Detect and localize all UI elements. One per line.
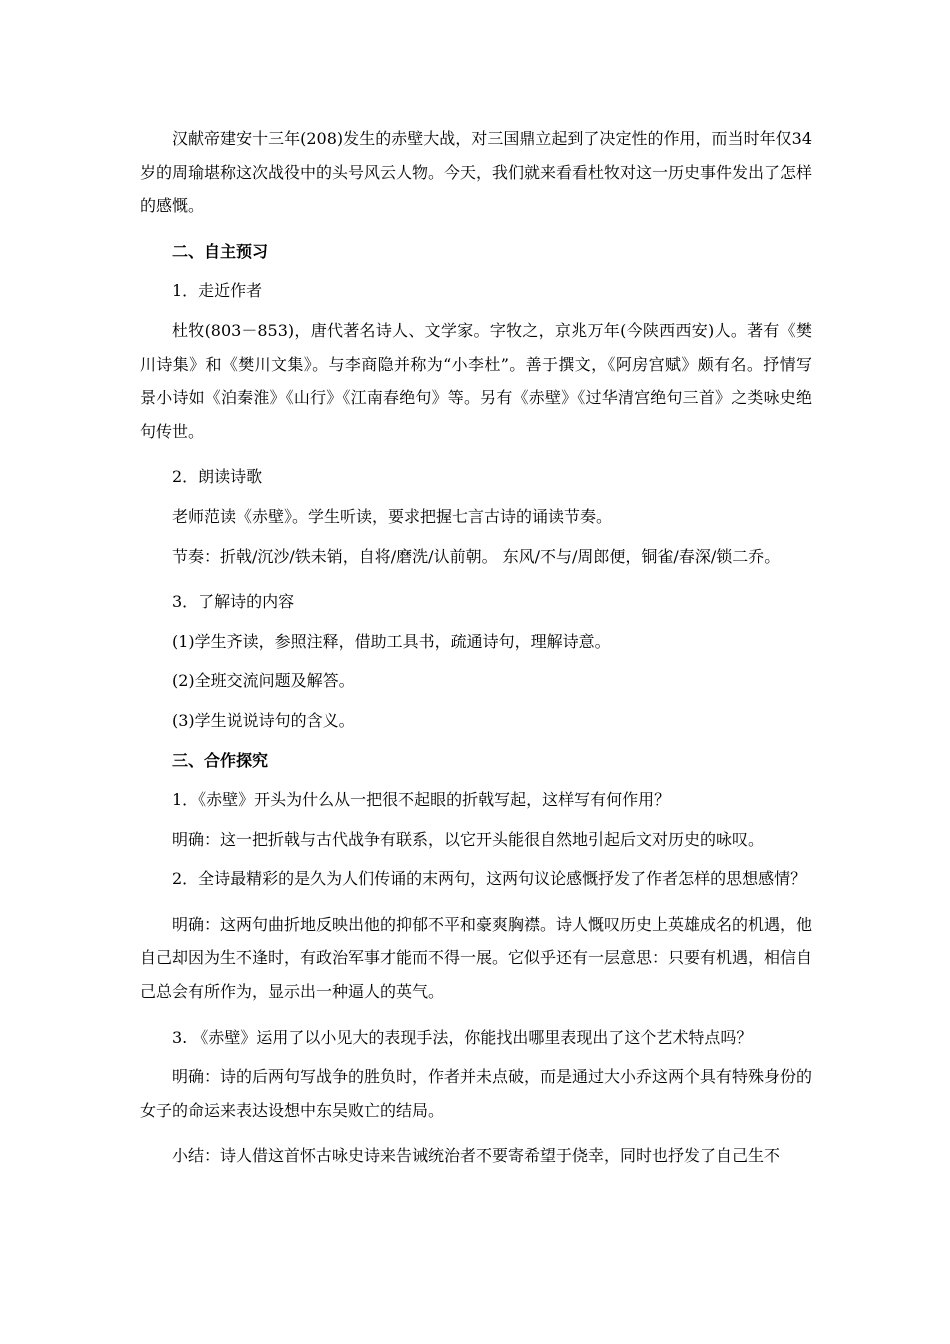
item-heading-author: 1．走近作者 xyxy=(172,281,263,301)
document-page xyxy=(140,122,812,1179)
item-heading-content: 3．了解诗的内容 xyxy=(172,592,295,612)
content-step-1: (1)学生齐读，参照注释，借助工具书，疏通诗句，理解诗意。 xyxy=(172,631,611,651)
section-heading-self-study: 二、自主预习 xyxy=(172,241,269,261)
rhythm-paragraph: 节奏：折戟/沉沙/铁未销，自将/磨洗/认前朝。 东风/不与/周郎便，铜雀/春深/锁二乔。 xyxy=(172,546,781,566)
content-step-2: (2)全班交流问题及解答。 xyxy=(172,671,355,691)
author-paragraph: 杜牧(803－853)，唐代著名诗人、文学家。字牧之，京兆万年(今陕西西安)人。著有《樊川诗集》和《樊川文集》。与李商隐并称为“小李杜”。善于撰文，《阿房宫赋》颇有名。抒情写景小诗如《泊秦淮》《山行》《江南春绝句》等。另有《赤壁》《过华清宫绝句三首》之类咏史绝句传世。 xyxy=(140,320,812,441)
answer-1: 明确：这一把折戟与古代战争有联系，以它开头能很自然地引起后文对历史的咏叹。 xyxy=(172,829,765,849)
reading-paragraph: 老师范读《赤壁》。学生听读，要求把握七言古诗的诵读节奏。 xyxy=(172,506,613,526)
item-heading-reading: 2．朗读诗歌 xyxy=(172,467,263,487)
question-1: 1．《赤壁》开头为什么从一把很不起眼的折戟写起，这样写有何作用？ xyxy=(172,790,671,810)
section-heading-cooperation: 三、合作探究 xyxy=(172,750,269,770)
summary-paragraph: 小结：诗人借这首怀古咏史诗来告诫统治者不要寄希望于侥幸，同时也抒发了自己生不 xyxy=(172,1146,781,1166)
content-step-3: (3)学生说说诗句的含义。 xyxy=(172,710,355,730)
question-3: 3. 《赤壁》运用了以小见大的表现手法，你能找出哪里表现出了这个艺术特点吗？ xyxy=(172,1027,753,1047)
intro-paragraph: 汉献帝建安十三年(208)发生的赤壁大战，对三国鼎立起到了决定性的作用，而当时年仅34岁的周瑜堪称这次战役中的头号风云人物。今天，我们就来看看杜牧对这一历史事件发出了怎样的感慨。 xyxy=(140,129,813,216)
question-2: 2．全诗最精彩的是久为人们传诵的末两句，这两句议论感慨抒发了作者怎样的思想感情？ xyxy=(172,869,807,889)
answer-2: 明确：这两句曲折地反映出他的抑郁不平和豪爽胸襟。诗人慨叹历史上英雄成名的机遇，他自己却因为生不逢时，有政治军事才能而不得一展。它似乎还有一层意思：只要有机遇，相信自己总会有所作为，显示出一种逼人的英气。 xyxy=(140,914,813,1002)
answer-3: 明确：诗的后两句写战争的胜负时，作者并未点破，而是通过大小乔这两个具有特殊身份的女子的命运来表达设想中东吴败亡的结局。 xyxy=(140,1067,813,1120)
